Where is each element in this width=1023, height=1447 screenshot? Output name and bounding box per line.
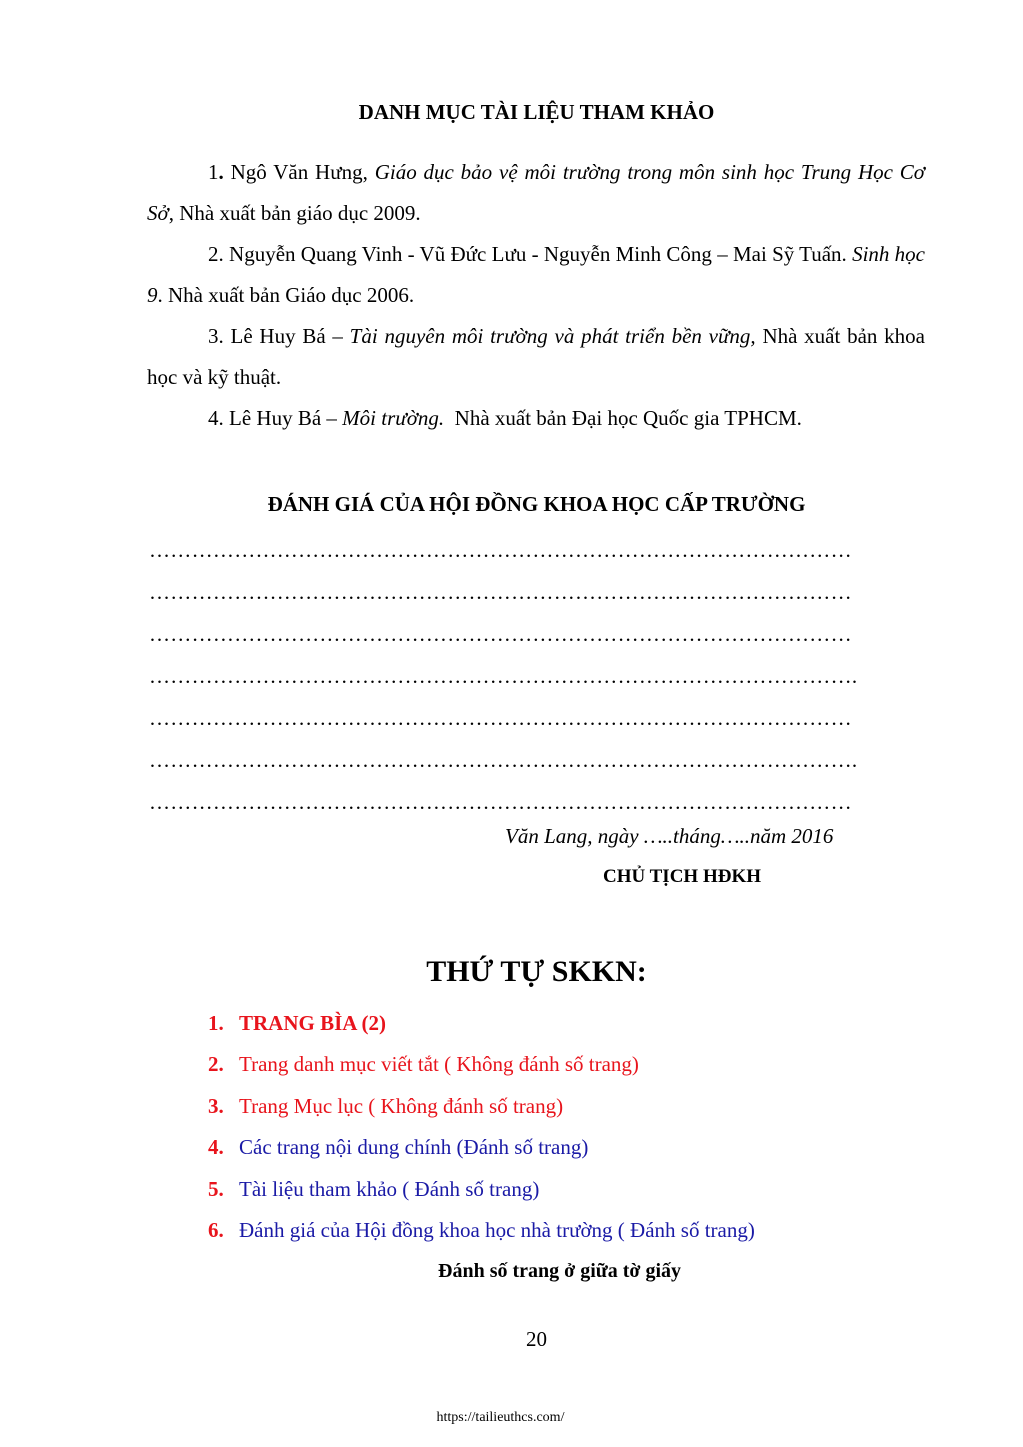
order-item-5: 5. Tài liệu tham khảo ( Đánh số trang) [208, 1177, 540, 1201]
footer-url[interactable]: https://tailieuthcs.com/ [436, 1410, 565, 1425]
evaluation-title: ĐÁNH GIÁ CỦA HỘI ĐỒNG KHOA HỌC CẤP TRƯỜNG [267, 492, 806, 516]
references-title: DANH MỤC TÀI LIỆU THAM KHẢO [358, 100, 715, 124]
order-title: THỨ TỰ SKKN: [426, 955, 647, 988]
page-number-note: Đánh số trang ở giữa tờ giấy [438, 1260, 682, 1282]
order-item-3: 3. Trang Mục lục ( Không đánh số trang) [208, 1094, 564, 1118]
reference-item-3: 3. Lê Huy Bá – Tài nguyên môi trường và phát triển bền vững, Nhà xuất bản khoa học và kỹ thuật. [147, 324, 925, 389]
order-item-2: 2. Trang danh mục viết tắt ( Không đánh số trang) [208, 1052, 639, 1076]
evaluation-dotted-line: ……………………………………………………………………………………… [149, 622, 852, 646]
date-line: Văn Lang, ngày …..tháng…..năm 2016 [505, 824, 834, 848]
order-item-4: 4. Các trang nội dung chính (Đánh số trang) [208, 1135, 589, 1159]
reference-item-4: 4. Lê Huy Bá – Môi trường. Nhà xuất bản Đại học Quốc gia TPHCM. [208, 406, 802, 430]
reference-item-2: 2. Nguyễn Quang Vinh - Vũ Đức Lưu - Nguyễn Minh Công – Mai Sỹ Tuấn. Sinh học 9. Nhà xuất bản Giáo dục 2006. [147, 242, 926, 307]
evaluation-dotted-line: ………………………………………………………………………………………. [149, 664, 858, 688]
evaluation-dotted-line: ……………………………………………………………………………………… [149, 706, 852, 730]
order-item-1: 1. TRANG BÌA (2) [208, 1011, 387, 1035]
order-item-6: 6. Đánh giá của Hội đồng khoa học nhà trường ( Đánh số trang) [208, 1218, 755, 1242]
evaluation-dotted-line: ……………………………………………………………………………………… [149, 538, 852, 562]
signer-title: CHỦ TỊCH HĐKH [603, 866, 762, 887]
page-number: 20 [526, 1327, 547, 1351]
evaluation-dotted-line: ……………………………………………………………………………………… [149, 580, 852, 604]
evaluation-dotted-line: ……………………………………………………………………………………… [149, 790, 852, 814]
evaluation-dotted-line: ………………………………………………………………………………………. [149, 748, 858, 772]
reference-item-1: 1. Ngô Văn Hưng, Giáo dục bảo vệ môi trường trong môn sinh học Trung Học Cơ Sở, Nhà xuất bản giáo dục 2009. [147, 160, 925, 225]
